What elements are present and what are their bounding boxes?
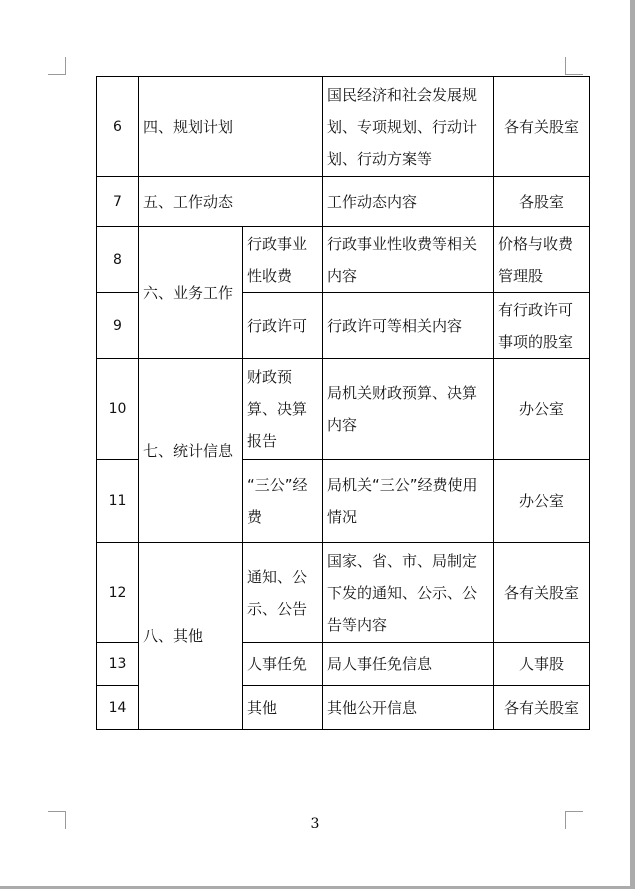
department-cell: 各有关股室 <box>494 543 590 643</box>
row-number: 8 <box>97 227 139 293</box>
category-cell: 五、工作动态 <box>139 177 323 227</box>
content-cell: 行政许可等相关内容 <box>323 293 494 359</box>
subcategory-cell: 行政许可 <box>243 293 323 359</box>
content-cell: 局人事任免信息 <box>323 643 494 686</box>
content-cell: 国家、省、市、局制定下发的通知、公示、公告等内容 <box>323 543 494 643</box>
table-row <box>97 543 590 643</box>
row-number: 13 <box>97 643 139 686</box>
row-number: 14 <box>97 686 139 730</box>
subcategory-cell: 通知、公示、公告 <box>243 543 323 643</box>
department-cell: 办公室 <box>494 359 590 460</box>
table-row <box>97 227 590 293</box>
row-number: 11 <box>97 460 139 543</box>
row-number: 12 <box>97 543 139 643</box>
category-cell: 六、业务工作 <box>139 227 243 359</box>
subcategory-cell: 人事任免 <box>243 643 323 686</box>
table-row <box>97 177 590 227</box>
table-row <box>97 77 590 177</box>
content-cell: 行政事业性收费等相关内容 <box>323 227 494 293</box>
crop-mark <box>565 811 583 812</box>
category-cell: 四、规划计划 <box>139 77 323 177</box>
department-cell: 有行政许可事项的股室 <box>494 293 590 359</box>
department-cell: 价格与收费管理股 <box>494 227 590 293</box>
subcategory-cell: 财政预算、决算报告 <box>243 359 323 460</box>
department-cell: 人事股 <box>494 643 590 686</box>
content-cell: 国民经济和社会发展规划、专项规划、行动计划、行动方案等 <box>323 77 494 177</box>
crop-mark <box>65 57 66 75</box>
row-number: 7 <box>97 177 139 227</box>
crop-mark <box>565 74 583 75</box>
content-cell: 工作动态内容 <box>323 177 494 227</box>
row-number: 9 <box>97 293 139 359</box>
crop-mark <box>565 57 566 75</box>
disclosure-table <box>96 76 590 730</box>
row-number: 6 <box>97 77 139 177</box>
crop-mark <box>48 811 66 812</box>
subcategory-cell: 行政事业性收费 <box>243 227 323 293</box>
content-cell: 其他公开信息 <box>323 686 494 730</box>
content-cell: 局机关财政预算、决算内容 <box>323 359 494 460</box>
page-number: 3 <box>310 816 320 832</box>
department-cell: 各有关股室 <box>494 686 590 730</box>
subcategory-cell: “三公”经费 <box>243 460 323 543</box>
content-cell: 局机关“三公”经费使用情况 <box>323 460 494 543</box>
department-cell: 各有关股室 <box>494 77 590 177</box>
row-number: 10 <box>97 359 139 460</box>
department-cell: 各股室 <box>494 177 590 227</box>
crop-mark <box>48 74 66 75</box>
table-row <box>97 359 590 460</box>
category-cell: 八、其他 <box>139 543 243 730</box>
category-cell: 七、统计信息 <box>139 359 243 543</box>
department-cell: 办公室 <box>494 460 590 543</box>
subcategory-cell: 其他 <box>243 686 323 730</box>
